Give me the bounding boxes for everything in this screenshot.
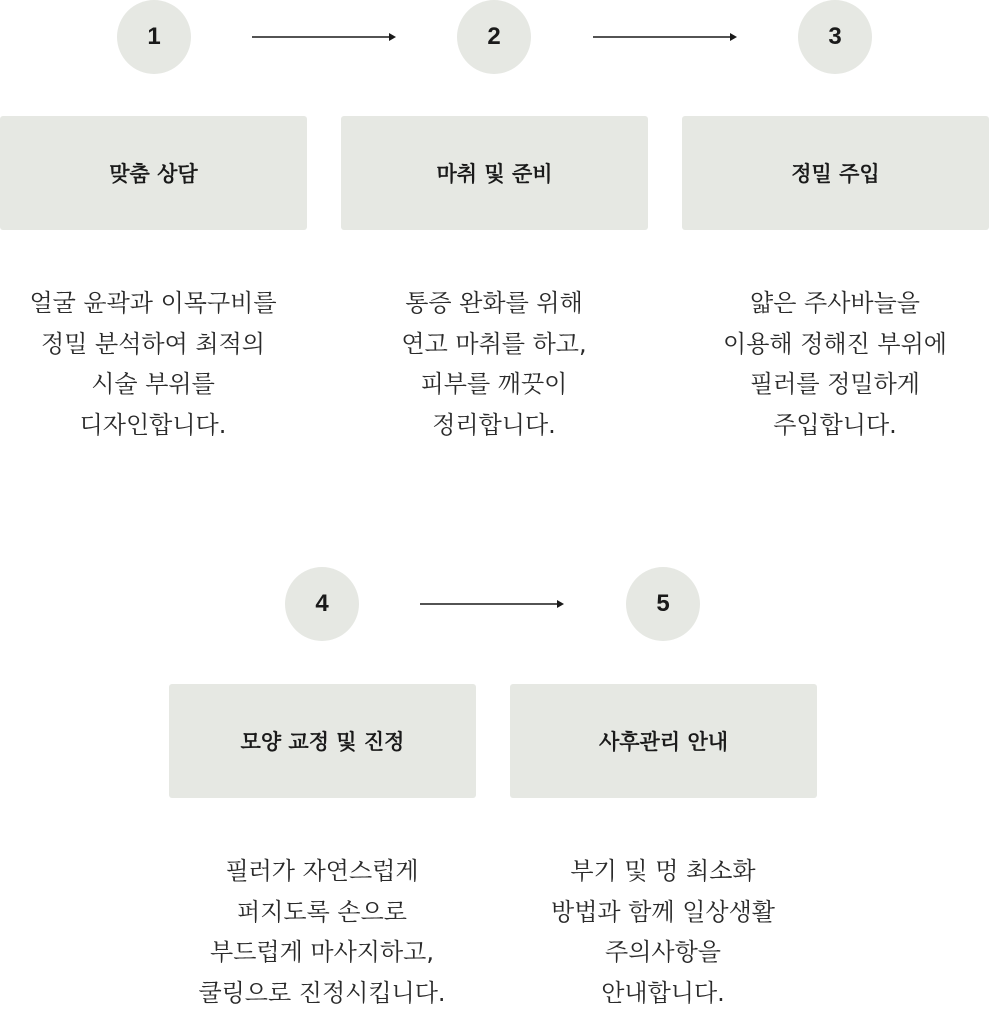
step-description-4 — [157, 851, 487, 1013]
description-line: 퍼지도록 손으로 — [237, 897, 407, 926]
step-number-4: 4 — [285, 567, 359, 641]
description-line: 시술 부위를 — [91, 370, 215, 398]
arrow-right-icon — [420, 597, 564, 611]
description-line: 정밀 분석하여 최적의 — [41, 329, 265, 358]
step-title-1: 맞춤 상담 — [0, 116, 307, 230]
description-line: 통증 완화를 위해 — [405, 289, 583, 317]
description-line: 정리합니다. — [432, 410, 556, 439]
step-title-3: 정밀 주입 — [682, 116, 989, 230]
description-line: 디자인합니다. — [79, 410, 227, 439]
description-line: 방법과 함께 일상생활 — [551, 897, 775, 926]
step-title-2: 마취 및 준비 — [341, 116, 648, 230]
description-line: 안내합니다. — [601, 978, 725, 1007]
description-line: 연고 마취를 하고, — [401, 329, 587, 358]
description-line: 얼굴 윤곽과 이목구비를 — [29, 289, 277, 317]
step-description-3 — [670, 283, 990, 445]
description-line: 이용해 정해진 부위에 — [723, 329, 947, 358]
step-description-2 — [329, 283, 659, 445]
description-line: 주입합니다. — [773, 410, 897, 439]
step-title-4: 모양 교정 및 진정 — [169, 684, 476, 798]
description-line: 피부를 깨끗이 — [420, 370, 568, 398]
description-line: 얇은 주사바늘을 — [750, 289, 920, 317]
step-number-5: 5 — [626, 567, 700, 641]
arrow-right-icon — [252, 30, 396, 44]
step-description-1 — [0, 283, 318, 445]
description-line: 쿨링으로 진정시킵니다. — [198, 978, 446, 1007]
step-number-2: 2 — [457, 0, 531, 74]
step-description-5 — [498, 851, 828, 1013]
description-line: 필러를 정밀하게 — [750, 370, 920, 398]
step-number-1: 1 — [117, 0, 191, 74]
description-line: 부드럽게 마사지하고, — [210, 938, 434, 966]
step-title-5: 사후관리 안내 — [510, 684, 817, 798]
step-number-3: 3 — [798, 0, 872, 74]
description-line: 주의사항을 — [605, 938, 721, 966]
description-line: 부기 및 멍 최소화 — [570, 857, 756, 885]
arrow-right-icon — [593, 30, 737, 44]
description-line: 필러가 자연스럽게 — [225, 857, 419, 885]
